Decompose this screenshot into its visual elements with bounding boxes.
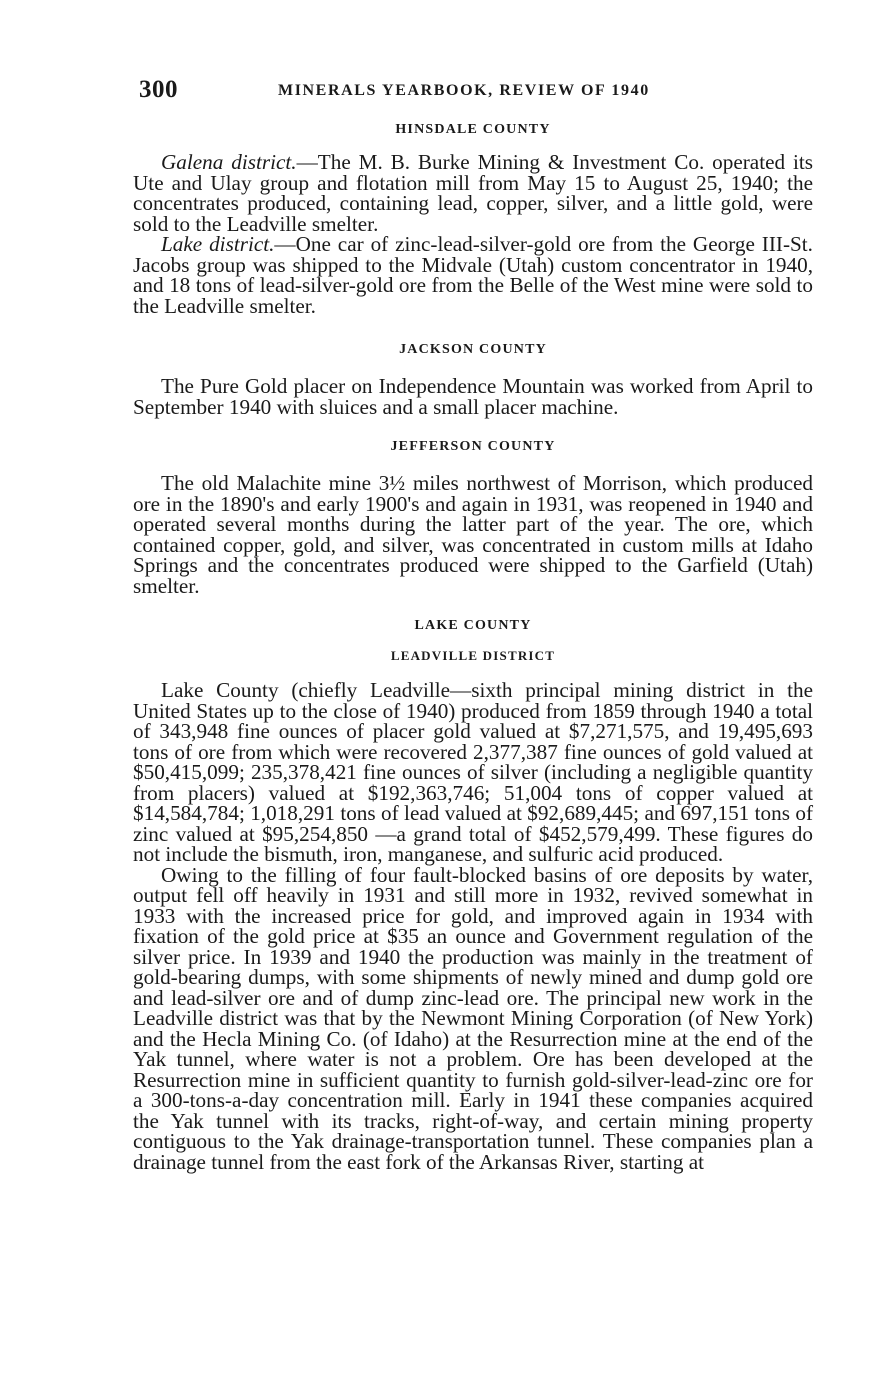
paragraph: Lake County (chiefly Leadville—sixth principal mining district in the United States up to the close of 1940) produced from 1859 through 1940 a total of 343,948 fine ounces of placer gold valued at $7,271,575, and 19,495,693 tons of ore from which were recovered 2,377,387 fine ounces of gold valued at $50,415,099; 235,378,421 fine ounces of silver (including a negligible quantity from placers) valued at $192,363,746; 51,004 tons of copper valued at $14,584,784; 1,018,291 tons of lead valued at $92,689,445; and 697,151 tons of zinc valued at $95,254,850 —a grand total of $452,579,499. These figures do not include the bismuth, iron, manganese, and sulfuric acid produced.	[133, 678, 813, 866]
section-heading: LAKE COUNTY	[414, 618, 532, 633]
paragraph: Owing to the filling of four fault-blocked basins of ore deposits by water, output fell off heavily in 1931 and still more in 1932, revived somewhat in 1933 with the increased price for gold, and improved again in 1934 with fixation of the gold price at $35 an ounce and Government regulation of the silver price. In 1939 and 1940 the production was mainly in the treatment of gold-bearing dumps, with some shipments of newly mined and dump gold ore and lead-silver ore and of dump zinc-lead ore. The principal new work in the Leadville district was that by the Newmont Mining Corporation (of New York) and the Hecla Mining Co. (of Idaho) at the Resurrection mine at the end of the Yak tunnel, where water is not a problem. Ore has been developed at the Resurrection mine in sufficient quantity to furnish gold-silver-lead-zinc ore for a 300-tons-a-day concentration mill. Early in 1941 these companies acquired the Yak tunnel with its tracks, right-of-way, and certain mining property contiguous to the Yak drainage-transportation tunnel. These companies plan a drainage tunnel from the east fork of the Arkansas River, starting at	[133, 862, 813, 1174]
paragraph-text: —One car of zinc-lead-silver-gold ore from the George III-St. Jacobs group was shipped to the Midvale (Utah) custom concentrator in 1940, and 18 tons of lead-silver-gold ore from the Belle of the West mine were sold to the Leadville smelter.	[133, 232, 813, 318]
section-jefferson-county	[133, 439, 813, 596]
district-name: Galena district.	[161, 150, 297, 174]
section-jackson-county	[133, 342, 813, 417]
paragraph: The old Malachite mine 3½ miles northwest of Morrison, which produced ore in the 1890's and early 1900's and again in 1931, was reopened in 1940 and operated several months during the latter part of the year. The ore, which contained copper, gold, and silver, was concentrated in custom mills at Idaho Springs and the concentrates produced were shipped to the Garfield (Utah) smelter.	[133, 471, 813, 598]
paragraph-text: —The M. B. Burke Mining & Investment Co. operated its Ute and Ulay group and flotation mill from May 15 to August 25, 1940; the concentrates produced, containing lead, copper, silver, and a little gold, were sold to the Leadville smelter.	[133, 150, 813, 236]
section-subheading: LEADVILLE DISTRICT	[390, 648, 556, 663]
section-heading: JEFFERSON COUNTY	[390, 439, 556, 454]
section-lake-county	[133, 618, 813, 1172]
page	[133, 72, 813, 1172]
running-title: MINERALS YEARBOOK, REVIEW OF 1940	[278, 82, 650, 99]
section-heading: HINSDALE COUNTY	[395, 122, 551, 137]
paragraph: The Pure Gold placer on Independence Mountain was worked from April to September 1940 with sluices and a small placer machine.	[133, 374, 813, 419]
section-hinsdale-county	[133, 122, 813, 316]
paragraph	[133, 234, 813, 316]
running-head	[133, 72, 813, 108]
page-number: 300	[139, 76, 178, 103]
district-name: Lake district.	[161, 232, 275, 256]
paragraph	[133, 152, 813, 234]
section-heading: JACKSON COUNTY	[399, 342, 547, 357]
